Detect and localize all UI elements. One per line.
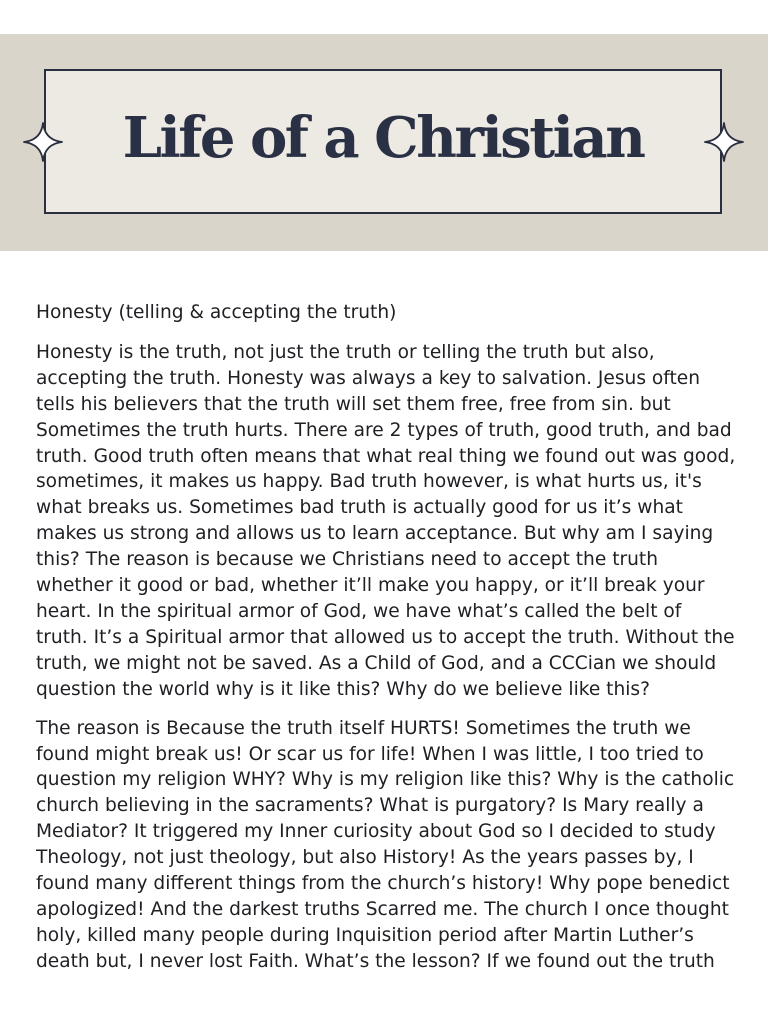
section-heading: Honesty (telling & accepting the truth) [36,302,397,323]
paragraph: The reason is Because the truth itself HURTS! Sometimes the truth we found might break us! Or scar us for life! When I was little, I too tried to question my religion WHY? Why is my religion like this? Why is the catholic church believing in the sacraments? What is purgatory? Is Mary really a Mediator? It triggered my Inner curiosity about God so I decided to study Theology, not just theology, but also History! As the years passes by, I found many different things from the church’s history! Why pope benedict apologized! And the darkest truths Scarred me. The church I once thought holy, killed many people during Inquisition period after Martin Luther’s death but, I never lost Faith. What’s the lesson? If we found out the truth [36,717,735,972]
sparkle-icon [23,122,63,162]
paragraph: Honesty is the truth, not just the truth or telling the truth but also, accepting the truth. Honesty was always a key to salvation. Jesus often tells his believers that the truth will set them free, free from sin. but Sometimes the truth hurts. There are 2 types of truth, good truth, and bad truth. Good truth often means that what real thing we found out was good, sometimes, it makes us happy. Bad truth however, is what hurts us, it's what breaks us. Sometimes bad truth is actually good for us it’s what makes us strong and allows us to learn acceptance. But why am I saying this? The reason is because we Christians need to accept the truth whether it good or bad, whether it’ll make you happy, or it’ll break your heart. In the spiritual armor of God, we have what’s called the belt of truth. It’s a Spiritual armor that allowed us to accept the truth. Without the truth, we might not be saved. As a Child of God, and a CCCian we should question the world why is it like this? Why do we believe like this? [36,341,736,700]
sparkle-icon [704,122,744,162]
article-body [36,300,736,988]
page-title: Life of a Christian [122,104,644,171]
title-frame [44,69,722,214]
